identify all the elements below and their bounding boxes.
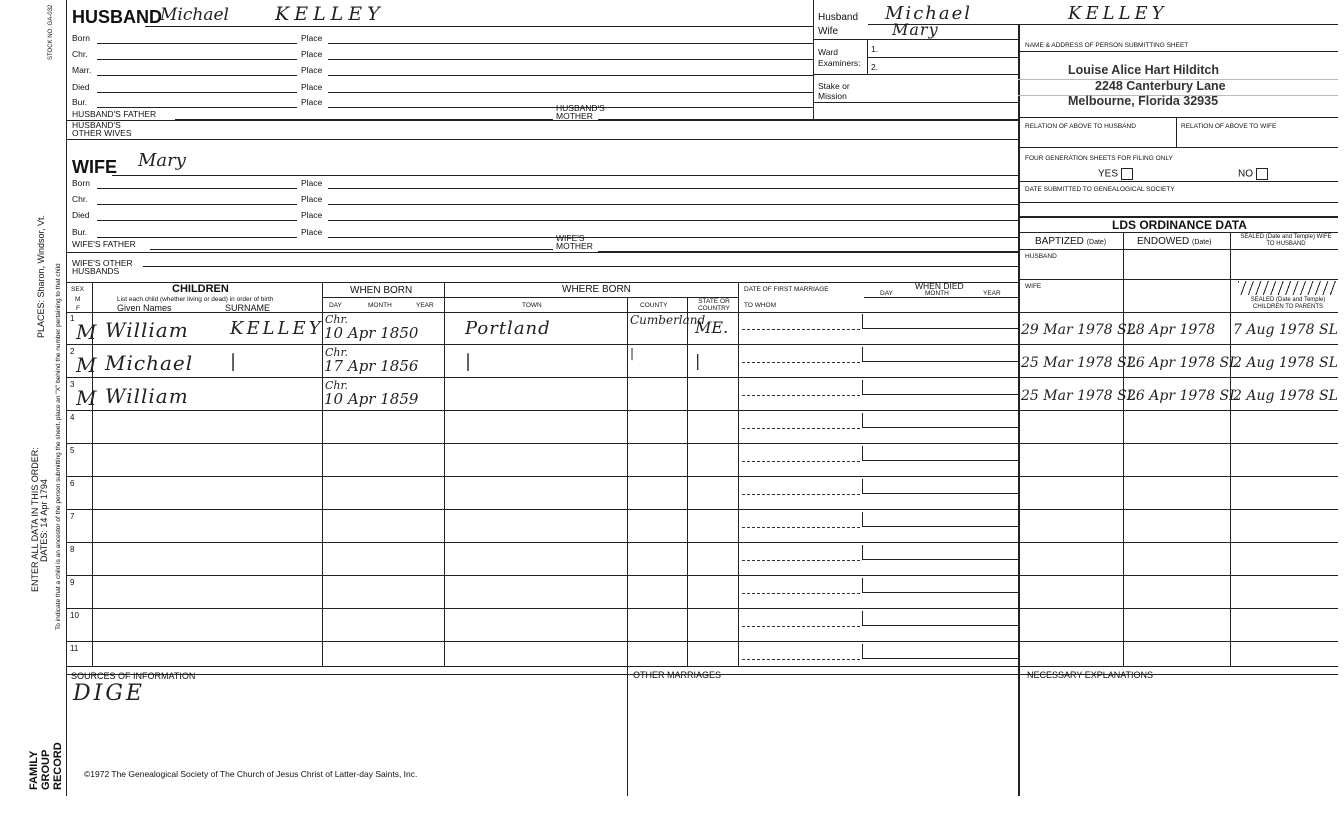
child-surname[interactable]: KELLEY	[230, 318, 324, 339]
when-born-header: WHEN BORN	[350, 285, 413, 296]
child-born-date[interactable]: 10 Apr 1859	[324, 390, 419, 408]
submitter-city: Melbourne, Florida 32935	[1068, 94, 1219, 108]
born-day-header: DAY	[329, 302, 342, 309]
wife-died-label: Died	[72, 210, 90, 220]
child-sealed[interactable]: 2 Aug 1978 SL	[1233, 355, 1338, 371]
baptized-date-label: (Date)	[1086, 239, 1107, 246]
examiner-1: 1.	[871, 44, 879, 54]
sources-label: SOURCES OF INFORMATION	[71, 671, 196, 681]
husband-born-label: Born	[72, 33, 90, 43]
yes-checkbox[interactable]	[1121, 168, 1133, 180]
sealed-c2p-label: SEALED (Date and Temple) CHILDREN TO PARENTS	[1250, 297, 1326, 310]
four-gen-yes[interactable]	[1098, 168, 1133, 180]
wife-father-label: WIFE'S FATHER	[72, 239, 136, 249]
relation-husband-label: RELATION OF ABOVE TO HUSBAND	[1025, 123, 1136, 130]
relation-wife-label: RELATION OF ABOVE TO WIFE	[1181, 123, 1277, 130]
wife-bur-label: Bur.	[72, 227, 88, 237]
husband-died-label: Died	[72, 82, 90, 92]
no-label: NO	[1238, 168, 1253, 180]
hdr-husband-label: Husband	[818, 12, 859, 23]
hdr-husband-surname[interactable]: KELLEY	[1068, 3, 1168, 24]
child-endowed[interactable]: 26 Apr 1978 SL	[1127, 355, 1239, 371]
dates-note: DATES: 14 Apr 1794	[39, 479, 49, 562]
child-number: 11	[70, 644, 79, 653]
examiner-2: 2.	[871, 62, 879, 72]
baptized-header	[1035, 237, 1106, 248]
given-names-header: Given Names	[117, 303, 172, 313]
child-surname[interactable]: |	[230, 351, 240, 372]
child-endowed[interactable]: 28 Apr 1978	[1127, 322, 1216, 338]
child-endowed[interactable]: 26 Apr 1978 SL	[1127, 388, 1239, 404]
child-number: 10	[70, 611, 79, 620]
husband-other-wives-label: HUSBAND'S OTHER WIVES	[72, 120, 132, 138]
child-born-date[interactable]: 10 Apr 1850	[324, 324, 419, 342]
died-day-header: DAY	[880, 290, 893, 297]
date-submitted-label: DATE SUBMITTED TO GENEALOGICAL SOCIETY	[1025, 186, 1175, 193]
wife-born-label: Born	[72, 178, 90, 188]
husband-father-label: HUSBAND'S FATHER	[72, 109, 157, 119]
child-number: 6	[70, 479, 75, 488]
hdr-wife-label: Wife	[818, 26, 838, 37]
explanations-label: NECESSARY EXPLANATIONS	[1027, 670, 1154, 680]
child-baptized[interactable]: 25 Mar 1978 SL	[1021, 388, 1137, 404]
enter-data-note: ENTER ALL DATA IN THIS ORDER:	[30, 447, 40, 592]
surname-header: SURNAME	[225, 303, 271, 313]
child-born-prefix[interactable]: Chr.	[325, 379, 349, 392]
husband-bur-label: Bur.	[72, 97, 88, 107]
husband-marr-place-label: Place	[301, 65, 323, 75]
child-sex[interactable]: M	[76, 386, 97, 410]
child-state[interactable]: |	[695, 351, 701, 370]
copyright: ©1972 The Genealogical Society of The Church of Jesus Christ of Latter-day Saints, Inc.	[84, 769, 418, 779]
husband-mother-label: HUSBAND'S MOTHER	[556, 103, 605, 121]
husband-label: HUSBAND	[72, 7, 162, 27]
wife-other-husbands-label: WIFE'S OTHER HUSBANDS	[72, 258, 133, 276]
child-number: 5	[70, 446, 75, 455]
child-number: 9	[70, 578, 75, 587]
wife-bur-place-label: Place	[301, 227, 323, 237]
husband-born-place-label: Place	[301, 33, 323, 43]
child-town[interactable]: Portland	[465, 318, 551, 339]
born-month-header: MONTH	[368, 302, 392, 309]
child-number: 8	[70, 545, 75, 554]
submitter-label: NAME & ADDRESS OF PERSON SUBMITTING SHEET	[1025, 42, 1189, 49]
children-header: CHILDREN	[172, 283, 229, 295]
child-number: 3	[70, 380, 75, 389]
submitter-name: Louise Alice Hart Hilditch	[1068, 63, 1219, 77]
child-number: 2	[70, 347, 75, 356]
ward-label: Ward	[818, 47, 838, 57]
lds-husband-label: HUSBAND	[1025, 253, 1057, 260]
places-note: PLACES: Sharon, Windsor, Vt.	[36, 214, 46, 338]
husband-died-place-label: Place	[301, 82, 323, 92]
husband-given-name[interactable]: Michael	[160, 5, 229, 25]
sex-f-header: F	[76, 305, 80, 312]
when-died-header: WHEN DIED	[915, 281, 964, 291]
hdr-wife-name[interactable]: Mary	[892, 20, 939, 39]
wife-chr-place-label: Place	[301, 194, 323, 204]
sex-header: SEX	[71, 286, 85, 293]
sealed-w2h-label: SEALED (Date and Temple) WIFE TO HUSBAND	[1240, 234, 1332, 247]
wife-died-place-label: Place	[301, 210, 323, 220]
child-given-name[interactable]: William	[105, 318, 189, 342]
where-born-header: WHERE BORN	[562, 284, 631, 295]
born-year-header: YEAR	[416, 302, 434, 309]
endowed-date-label: (Date)	[1192, 239, 1212, 246]
first-marriage-header: DATE OF FIRST MARRIAGE	[744, 286, 829, 293]
died-year-header: YEAR	[983, 290, 1001, 297]
list-note: List each child (whether living or dead) in order of birth	[117, 296, 274, 303]
child-given-name[interactable]: William	[105, 384, 189, 408]
child-number: 7	[70, 512, 75, 521]
four-gen-label: FOUR GENERATION SHEETS FOR FILING ONLY	[1025, 155, 1173, 162]
child-number: 4	[70, 413, 75, 422]
wife-chr-label: Chr.	[72, 194, 88, 204]
lds-wife-label: WIFE	[1025, 283, 1042, 290]
child-born-date[interactable]: 17 Apr 1856	[324, 357, 419, 375]
child-baptized[interactable]: 29 Mar 1978 SL	[1021, 322, 1137, 338]
state-header: STATE OR COUNTRY	[697, 298, 731, 312]
baptized-label: BAPTIZED	[1035, 236, 1084, 247]
sex-m-header: M	[75, 296, 81, 303]
child-born-prefix[interactable]: Chr.	[325, 346, 349, 359]
endowed-label: ENDOWED	[1137, 236, 1190, 247]
stake-label: Stake or	[818, 81, 850, 91]
stock-number: STOCK NO. GA-032	[48, 4, 54, 60]
child-number: 1	[70, 314, 75, 323]
husband-chr-label: Chr.	[72, 49, 88, 59]
wife-born-place-label: Place	[301, 178, 323, 188]
child-sex[interactable]: M	[76, 353, 97, 377]
child-county[interactable]: Cumberland	[630, 313, 706, 327]
husband-marr-label: Marr.	[72, 65, 92, 75]
child-sealed[interactable]: 2 Aug 1978 SL	[1233, 388, 1338, 404]
wife-given-name[interactable]: Mary	[138, 150, 186, 171]
record-title: FAMILY GROUP RECORD	[28, 742, 64, 790]
town-header: TOWN	[522, 302, 542, 309]
wife-mother-label: WIFE'S MOTHER	[556, 233, 593, 251]
submitter-street: 2248 Canterbury Lane	[1095, 79, 1226, 93]
wife-label: WIFE	[72, 157, 117, 177]
lds-title: LDS ORDINANCE DATA	[1112, 218, 1247, 232]
examiners-label: Examiners:	[818, 58, 861, 68]
hdr-husband-name[interactable]: Michael	[885, 3, 973, 24]
child-sex[interactable]: M	[76, 320, 97, 344]
yes-label: YES	[1098, 168, 1119, 180]
child-sealed[interactable]: 7 Aug 1978 SL	[1233, 322, 1338, 338]
child-given-name[interactable]: Michael	[105, 351, 194, 375]
died-month-header: MONTH	[925, 290, 949, 297]
child-state[interactable]: ME.	[695, 318, 729, 337]
child-town[interactable]: |	[465, 351, 473, 372]
ancestor-note: To indicate that a child is an ancestor of the person submitting the sheet, place an "X" behind the number pertaining to that child	[55, 263, 62, 630]
husband-surname[interactable]: KELLEY	[275, 3, 385, 25]
crosshatch	[1238, 281, 1336, 295]
husband-chr-place-label: Place	[301, 49, 323, 59]
child-born-prefix[interactable]: Chr.	[325, 313, 349, 326]
four-gen-no[interactable]	[1238, 168, 1268, 180]
to-whom-header: TO WHOM	[744, 302, 777, 309]
sources-value[interactable]: DIGE	[73, 681, 145, 706]
other-marriages-label: OTHER MARRIAGES	[633, 670, 722, 680]
child-baptized[interactable]: 25 Mar 1978 SL	[1021, 355, 1137, 371]
mission-label: Mission	[818, 91, 847, 101]
county-header: COUNTY	[640, 302, 668, 309]
endowed-header	[1137, 237, 1211, 248]
no-checkbox[interactable]	[1256, 168, 1268, 180]
husband-bur-place-label: Place	[301, 97, 323, 107]
child-county[interactable]: |	[630, 346, 635, 360]
